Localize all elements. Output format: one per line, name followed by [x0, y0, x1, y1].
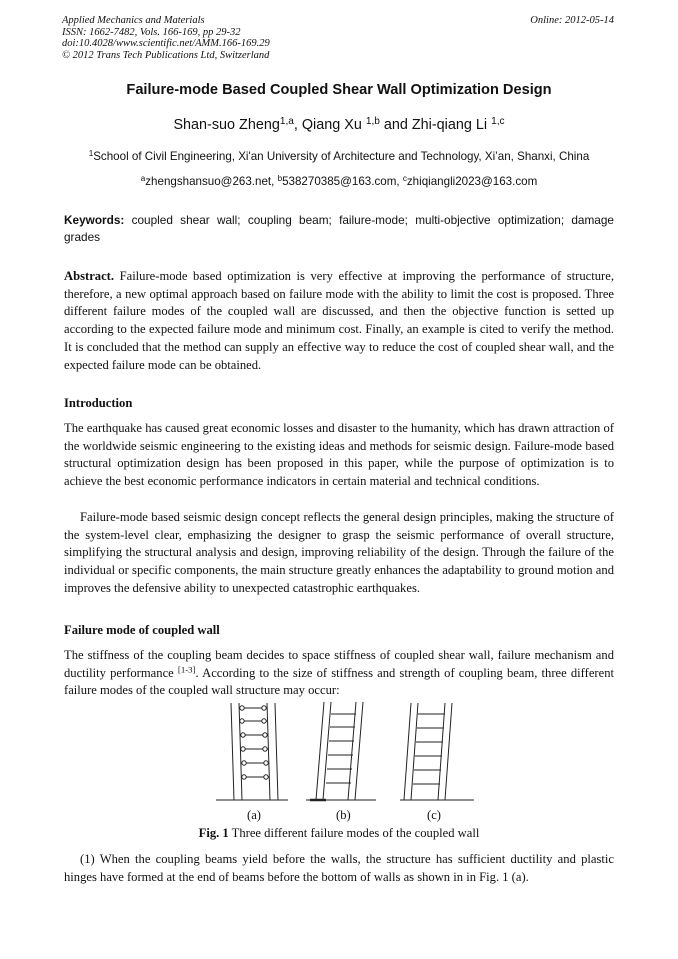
author-sup: 1,c: [491, 115, 505, 127]
keywords-text: coupled shear wall; coupling beam; failure-mode; multi-objective optimization; damage grades: [64, 213, 614, 244]
journal-header: [62, 15, 270, 61]
author-separator: and: [379, 117, 412, 133]
email-c[interactable]: zhiqiangli2023@163.com: [406, 175, 538, 188]
failure-paragraph: [64, 647, 614, 700]
figure-label-a: (a): [247, 808, 261, 822]
author-list: [0, 117, 678, 133]
section-heading-failure-mode: Failure mode of coupled wall: [64, 623, 220, 637]
author-sup: 1,a: [279, 115, 294, 127]
figure-caption-text: Three different failure modes of the coupled wall: [228, 826, 480, 840]
doi-line: doi:10.4028/www.scientific.net/AMM.166-169.29: [62, 38, 270, 49]
intro-paragraph-1: The earthquake has caused great economic losses and disaster to the humanity, which has drawn attraction of the worldwide seismic engineering to the existing ideas and methods for seismic design. Failure-mode based structural optimization design has been proposed in this paper, while the purpose of optimization is to achieve the best economic performance indicators in certain material and technical conditions.: [64, 421, 614, 489]
author-emails: [0, 175, 678, 188]
author-name: Shan-suo Zheng: [173, 117, 280, 133]
abstract-label: Abstract.: [64, 269, 115, 283]
affiliation: [0, 150, 678, 163]
section-heading-introduction: Introduction: [64, 396, 133, 410]
citation-ref[interactable]: [1-3]: [177, 664, 196, 675]
figure-caption: [0, 826, 678, 841]
email-a[interactable]: zhengshansuo@263.net,: [145, 175, 278, 188]
abstract: [64, 268, 614, 374]
copyright-line: © 2012 Trans Tech Publications Ltd, Switzerland: [62, 49, 270, 61]
email-sup: a: [140, 173, 146, 183]
figure-label-b: (b): [336, 808, 351, 822]
figure-caption-label: Fig. 1: [198, 826, 229, 840]
author-name: Zhi-qiang Li: [411, 117, 492, 133]
mode-c-drawing: [400, 703, 474, 800]
author-separator: ,: [293, 117, 302, 133]
abstract-text: Failure-mode based optimization is very effective at improving the performance of structure, therefore, a new optimal approach based on failure mode with the ability to limit the cost is proposed. Three different failure modes of the coupled wall are discussed, and then the objective function is setted up according to the expected failure mode and minimum cost. Finally, an example is cited to verify the method. It is concluded that the method can supply an effective way to reduce the cost of coupled shear wall, and the expected failure mode can be obtained.: [64, 269, 614, 372]
mode-1-paragraph: (1) When the coupling beams yield before the walls, the structure has sufficient ductility and plastic hinges have formed at the end of beams before the bottom of walls as shown in in Fig. 1 (a).: [64, 852, 614, 884]
author-sup: 1,b: [365, 115, 380, 127]
affiliation-sup: 1: [88, 148, 94, 158]
figure-1: [216, 700, 474, 824]
issn-line: ISSN: 1662-7482, Vols. 166-169, pp 29-32: [62, 26, 241, 38]
online-date: Online: 2012-05-14: [530, 15, 614, 26]
failure-text-a: The stiffness of the coupling beam decides to space stiffness of coupled shear wall, failure mechanism and ductility performance: [64, 648, 614, 680]
author-name: Qiang Xu: [301, 117, 366, 133]
email-sup: c: [402, 173, 407, 183]
email-sup: b: [277, 173, 283, 183]
mode-b-drawing: [306, 702, 376, 800]
failure-text-b: . According to the size of stiffness and strength of coupling beam, three different failure modes of the coupled wall structure may occur:: [64, 665, 614, 698]
paper-title: Failure-mode Based Coupled Shear Wall Optimization Design: [126, 82, 552, 98]
failure-modes-drawing: [216, 700, 474, 824]
keywords-label: Keywords:: [64, 213, 125, 227]
intro-paragraph-2: Failure-mode based seismic design concept reflects the general design principles, making the structure of the system-level clear, emphasizing the designer to grasp the seismic performance of overall structure, simplifying the structural analysis and design, improving reliability of the design. Through the failure of the individual or specific components, the main structure greatly enhances the adaptability to ground motion and improves the defensive ability to unexpected catastrophic earthquakes.: [64, 510, 614, 595]
mode-a-drawing: [216, 703, 288, 800]
journal-name: Applied Mechanics and Materials: [62, 15, 205, 26]
affiliation-text: School of Civil Engineering, Xi'an University of Architecture and Technology, Xi’an, Shanxi, China: [93, 150, 590, 163]
keywords: [64, 212, 614, 246]
figure-label-c: (c): [427, 808, 441, 822]
email-b[interactable]: 538270385@163.com,: [282, 175, 403, 188]
